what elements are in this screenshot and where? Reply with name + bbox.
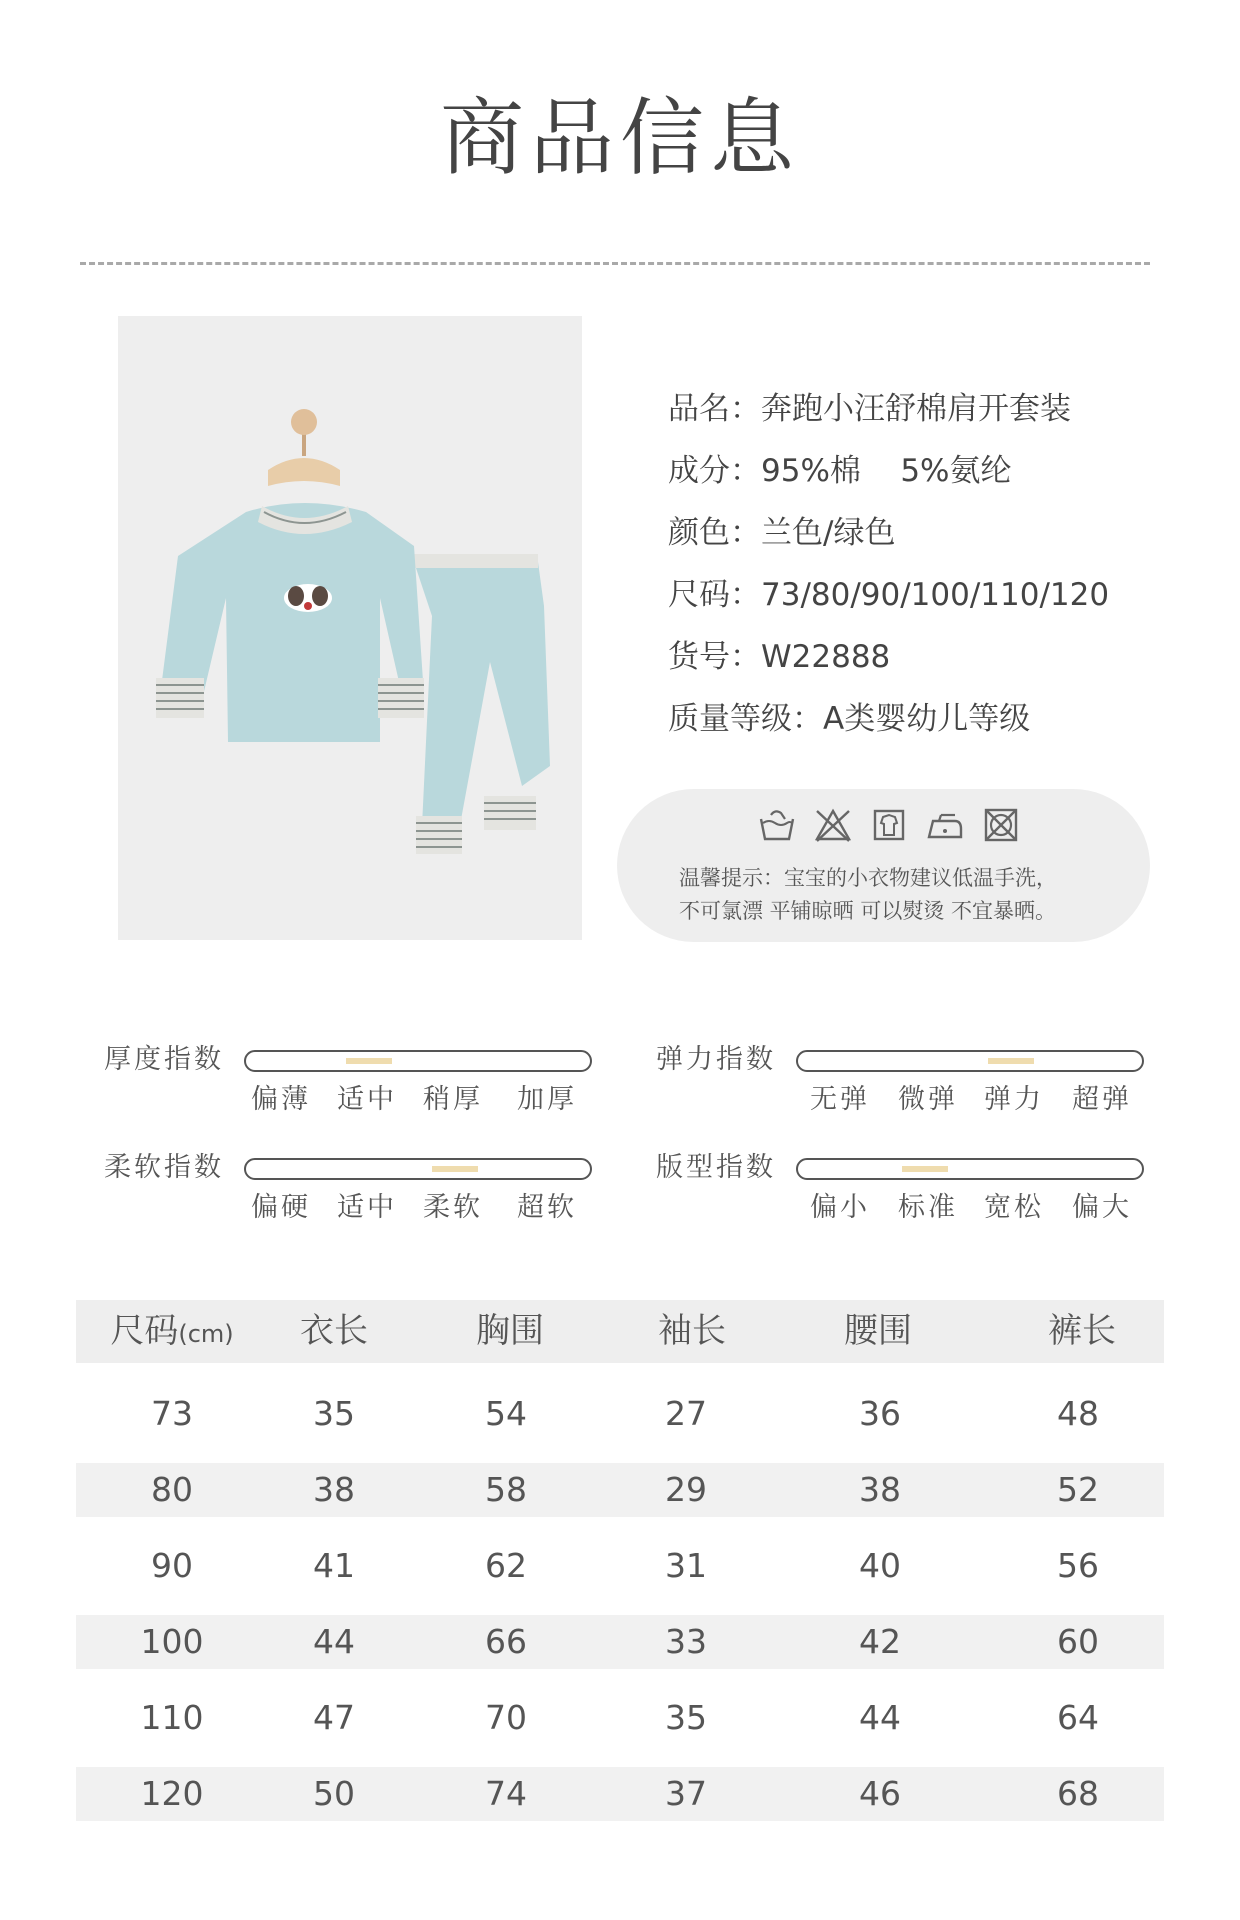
table-cell: 38 bbox=[859, 1470, 901, 1509]
index-option: 柔软 bbox=[423, 1192, 483, 1223]
column-header: 衣长 bbox=[300, 1311, 368, 1351]
table-cell: 41 bbox=[313, 1546, 355, 1585]
index-option: 微弹 bbox=[898, 1084, 958, 1115]
spec-value: A类婴幼儿等级 bbox=[823, 701, 1031, 737]
table-cell: 35 bbox=[665, 1698, 707, 1737]
table-row bbox=[76, 1767, 1164, 1821]
table-cell: 64 bbox=[1057, 1698, 1099, 1737]
index-marker bbox=[988, 1058, 1034, 1064]
low-iron-icon bbox=[925, 805, 965, 845]
spec-label: 成分： bbox=[668, 453, 761, 489]
index-option: 加厚 bbox=[517, 1084, 577, 1115]
table-row bbox=[76, 1463, 1164, 1517]
table-cell: 73 bbox=[151, 1394, 193, 1433]
elasticity-index bbox=[656, 1040, 1156, 1150]
table-cell: 90 bbox=[151, 1546, 193, 1585]
table-row bbox=[76, 1615, 1164, 1669]
table-cell: 66 bbox=[485, 1622, 527, 1661]
index-option: 偏薄 bbox=[251, 1084, 311, 1115]
table-cell: 56 bbox=[1057, 1546, 1099, 1585]
column-header: 腰围 bbox=[844, 1311, 912, 1351]
table-cell: 42 bbox=[859, 1622, 901, 1661]
spec-label: 尺码： bbox=[668, 577, 761, 613]
index-label: 版型指数 bbox=[656, 1152, 776, 1183]
thickness-index bbox=[104, 1040, 604, 1150]
index-marker bbox=[902, 1166, 948, 1172]
index-options bbox=[244, 1188, 592, 1228]
index-marker bbox=[432, 1166, 478, 1172]
spec-value: 95%棉 5%氨纶 bbox=[761, 453, 1012, 489]
index-label: 厚度指数 bbox=[104, 1044, 224, 1075]
column-header: 胸围 bbox=[476, 1311, 544, 1351]
spec-label: 货号： bbox=[668, 639, 761, 675]
table-cell: 60 bbox=[1057, 1622, 1099, 1661]
table-cell: 38 bbox=[313, 1470, 355, 1509]
index-track bbox=[244, 1050, 592, 1072]
index-option: 适中 bbox=[337, 1084, 397, 1115]
fit-index bbox=[656, 1148, 1156, 1258]
spec-row-material bbox=[668, 440, 1188, 502]
index-options bbox=[796, 1080, 1144, 1120]
no-bleach-icon bbox=[813, 805, 853, 845]
spec-row-size bbox=[668, 564, 1188, 626]
index-track bbox=[796, 1050, 1144, 1072]
column-header: 袖长 bbox=[658, 1311, 726, 1351]
table-row bbox=[76, 1387, 1164, 1441]
column-header-label: 尺码 bbox=[110, 1311, 179, 1351]
care-note bbox=[679, 862, 1109, 928]
table-cell: 33 bbox=[665, 1622, 707, 1661]
table-cell: 68 bbox=[1057, 1774, 1099, 1813]
table-cell: 74 bbox=[485, 1774, 527, 1813]
index-option: 超弹 bbox=[1072, 1084, 1132, 1115]
column-header: 裤长 bbox=[1048, 1311, 1116, 1351]
table-cell: 40 bbox=[859, 1546, 901, 1585]
softness-index bbox=[104, 1148, 604, 1258]
table-cell: 62 bbox=[485, 1546, 527, 1585]
index-options bbox=[244, 1080, 592, 1120]
care-instructions bbox=[617, 789, 1150, 942]
dry-flat-icon bbox=[869, 805, 909, 845]
spec-value: 奔跑小汪舒棉肩开套装 bbox=[761, 391, 1071, 427]
table-cell: 100 bbox=[140, 1622, 204, 1661]
table-cell: 110 bbox=[140, 1698, 204, 1737]
table-cell: 70 bbox=[485, 1698, 527, 1737]
table-cell: 46 bbox=[859, 1774, 901, 1813]
spec-label: 品名： bbox=[668, 391, 761, 427]
index-option: 超软 bbox=[517, 1192, 577, 1223]
index-option: 偏硬 bbox=[251, 1192, 311, 1223]
index-label: 柔软指数 bbox=[104, 1152, 224, 1183]
index-option: 标准 bbox=[898, 1192, 958, 1223]
care-note-line: 温馨提示：宝宝的小衣物建议低温手洗， bbox=[679, 866, 1057, 890]
table-cell: 58 bbox=[485, 1470, 527, 1509]
spec-label: 颜色： bbox=[668, 515, 761, 551]
index-option: 偏小 bbox=[810, 1192, 870, 1223]
column-header-unit: (cm) bbox=[178, 1320, 234, 1348]
table-cell: 27 bbox=[665, 1394, 707, 1433]
table-cell: 47 bbox=[313, 1698, 355, 1737]
care-note-line: 不可氯漂 平铺晾晒 可以熨烫 不宜暴晒。 bbox=[679, 899, 1057, 923]
index-option: 偏大 bbox=[1072, 1192, 1132, 1223]
index-option: 宽松 bbox=[984, 1192, 1044, 1223]
spec-row-color bbox=[668, 502, 1188, 564]
hand-wash-icon bbox=[757, 805, 797, 845]
no-tumble-dry-icon bbox=[981, 805, 1021, 845]
table-cell: 37 bbox=[665, 1774, 707, 1813]
pajama-set-illustration bbox=[118, 316, 582, 940]
index-option: 适中 bbox=[337, 1192, 397, 1223]
table-cell: 48 bbox=[1057, 1394, 1099, 1433]
table-cell: 52 bbox=[1057, 1470, 1099, 1509]
table-cell: 44 bbox=[313, 1622, 355, 1661]
spec-row-sku bbox=[668, 626, 1188, 688]
table-cell: 35 bbox=[313, 1394, 355, 1433]
table-cell: 44 bbox=[859, 1698, 901, 1737]
product-photo bbox=[118, 316, 582, 940]
table-header bbox=[76, 1300, 1164, 1363]
index-option: 弹力 bbox=[984, 1084, 1044, 1115]
index-options bbox=[796, 1188, 1144, 1228]
table-cell: 54 bbox=[485, 1394, 527, 1433]
dashed-divider bbox=[80, 262, 1150, 265]
size-table bbox=[76, 1300, 1164, 1821]
index-option: 无弹 bbox=[810, 1084, 870, 1115]
spec-label: 质量等级： bbox=[668, 701, 823, 737]
table-row bbox=[76, 1691, 1164, 1745]
table-row bbox=[76, 1539, 1164, 1593]
index-label: 弹力指数 bbox=[656, 1044, 776, 1075]
table-cell: 50 bbox=[313, 1774, 355, 1813]
spec-value: W22888 bbox=[761, 639, 891, 675]
page-title: 商品信息 bbox=[439, 89, 800, 187]
care-icon-row bbox=[757, 805, 1007, 845]
index-marker bbox=[346, 1058, 392, 1064]
table-cell: 36 bbox=[859, 1394, 901, 1433]
spec-row-grade bbox=[668, 688, 1188, 750]
table-cell: 120 bbox=[140, 1774, 204, 1813]
index-track bbox=[796, 1158, 1144, 1180]
spec-row-name bbox=[668, 378, 1188, 440]
index-track bbox=[244, 1158, 592, 1180]
index-option: 稍厚 bbox=[423, 1084, 483, 1115]
product-specs bbox=[668, 378, 1188, 750]
column-header-size bbox=[82, 1300, 262, 1366]
spec-value: 兰色/绿色 bbox=[761, 515, 896, 551]
spec-value: 73/80/90/100/110/120 bbox=[761, 577, 1110, 613]
table-cell: 31 bbox=[665, 1546, 707, 1585]
table-cell: 29 bbox=[665, 1470, 707, 1509]
table-cell: 80 bbox=[151, 1470, 193, 1509]
